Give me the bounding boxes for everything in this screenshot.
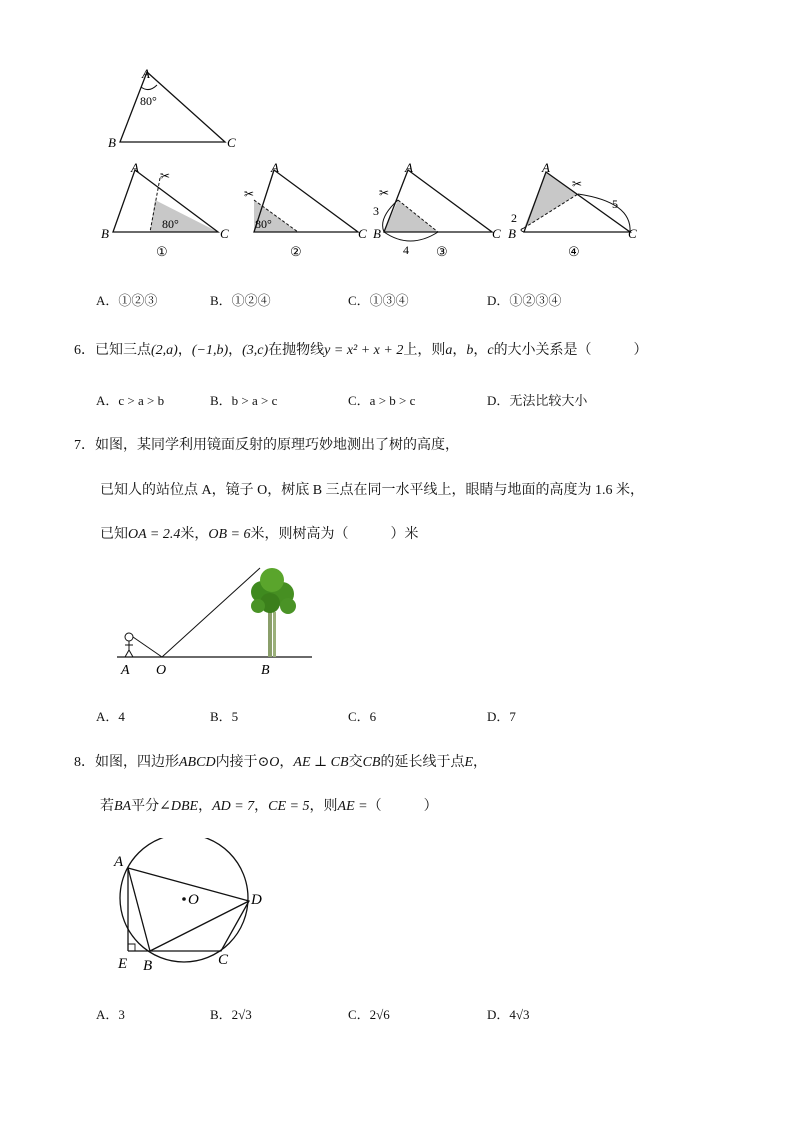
option-c[interactable]: C．2√6 [348, 1007, 390, 1022]
option-b[interactable]: B．①②④ [210, 293, 271, 308]
separator: ， [473, 343, 488, 358]
point-b-label: B [143, 958, 153, 974]
ob-length: OB = 6 [208, 527, 251, 542]
option-c[interactable]: C．a > b > c [348, 393, 416, 408]
figure-number: ② [290, 244, 302, 259]
stem-text: 上，则 [403, 343, 446, 358]
scissors-icon: ✂ [572, 177, 583, 191]
vertex-c-label: C [628, 226, 637, 241]
separator: ， [452, 343, 467, 358]
stem-text: ， [198, 799, 213, 814]
side-label: 4 [403, 243, 409, 257]
point-a-label: A [114, 854, 124, 870]
q5-cut-figure-1 [98, 158, 238, 263]
q5-top-triangle-figure [100, 62, 250, 152]
q5-cut-figure-2 [240, 158, 375, 263]
quad-name: ABCD [179, 755, 216, 770]
stem-text: 内接于 [215, 755, 258, 770]
point-d-label: D [251, 892, 262, 908]
side-label: 5 [612, 197, 618, 211]
stem-text: 的延长线于点 [380, 755, 465, 770]
stem-text: 平分 [131, 799, 160, 814]
point-o-label: O [156, 663, 167, 678]
question-8-line-1 [74, 751, 487, 771]
vertex-a-label: A [142, 66, 150, 81]
stem-text: 的大小关系是（ ） [493, 343, 648, 358]
question-7-line-3 [100, 523, 418, 543]
option-a[interactable]: A．3 [96, 1007, 125, 1022]
option-a[interactable]: A．4 [96, 709, 125, 724]
perp-relation: AE ⊥ CB [293, 755, 349, 770]
figure-number: ① [156, 244, 168, 259]
point-e: E [464, 755, 474, 770]
option-c[interactable]: C．①③④ [348, 293, 409, 308]
ad-length: AD = 7 [212, 799, 255, 814]
option-a[interactable]: A．①②③ [96, 293, 158, 308]
stem-text: （ ） [367, 799, 438, 814]
vertex-a-label: A [131, 160, 139, 175]
point-a-label: A [121, 663, 130, 678]
angle-label: 80° [255, 217, 272, 231]
vertex-b-label: B [101, 226, 109, 241]
option-d[interactable]: D．7 [487, 709, 516, 724]
vertex-b-label: B [373, 226, 381, 241]
q7-mirror-tree-figure [112, 560, 322, 682]
option-c[interactable]: C．6 [348, 709, 377, 724]
var-a: a [445, 343, 453, 358]
vertex-a-label: A [271, 160, 279, 175]
var-c: c [487, 343, 494, 358]
point-e-label: E [118, 956, 128, 972]
stem-text: 米，则树高为（ ）米 [250, 527, 419, 542]
stem-text: ， [279, 755, 294, 770]
side-label: 3 [373, 204, 379, 218]
vertex-c-label: C [227, 135, 236, 150]
stem-text: ， [254, 799, 269, 814]
stem-text: 若 [100, 799, 114, 814]
figure-number: ③ [436, 244, 448, 259]
angle-label: 80° [140, 94, 157, 108]
parabola-formula: y = x² + x + 2 [324, 343, 404, 358]
point-2: (−1,b) [191, 343, 229, 358]
option-b[interactable]: B．2√3 [210, 1007, 252, 1022]
q5-cut-figure-4 [502, 158, 647, 263]
q5-cut-figure-3 [370, 158, 505, 263]
segment-cb: CB [362, 755, 381, 770]
option-d[interactable]: D．①②③④ [487, 293, 562, 308]
stem-text: 已知 [100, 527, 128, 542]
option-b[interactable]: B．5 [210, 709, 239, 724]
separator: ， [177, 343, 192, 358]
scissors-icon: ✂ [244, 187, 255, 201]
question-8-line-2 [100, 795, 438, 815]
point-b-label: B [261, 663, 270, 678]
ae-expression: AE = [337, 799, 368, 814]
ce-length: CE = 5 [268, 799, 310, 814]
stem-text: ，则 [309, 799, 338, 814]
vertex-a-label: A [405, 160, 413, 175]
side-label: 2 [511, 211, 517, 225]
angle-dbe: ∠DBE [159, 799, 199, 814]
option-a[interactable]: A．c > a > b [96, 393, 165, 408]
vertex-c-label: C [492, 226, 501, 241]
segment-ba: BA [114, 799, 132, 814]
stem-text: 在抛物线 [268, 343, 325, 358]
center-o-label: O [188, 892, 199, 908]
angle-label: 80° [162, 217, 179, 231]
q8-inscribed-quadrilateral-figure [108, 838, 273, 976]
var-b: b [466, 343, 474, 358]
oa-length: OA = 2.4 [128, 527, 181, 542]
stem-text: 米， [180, 527, 209, 542]
vertex-c-label: C [358, 226, 367, 241]
vertex-c-label: C [220, 226, 229, 241]
question-6-stem [74, 339, 648, 359]
figure-number: ④ [568, 244, 580, 259]
separator: ， [228, 343, 243, 358]
stem-text: 6．已知三点 [74, 343, 151, 358]
stem-text: 交 [348, 755, 363, 770]
point-3: (3,c) [242, 343, 269, 358]
scissors-icon: ✂ [160, 169, 171, 183]
point-c-label: C [218, 952, 229, 968]
vertex-a-label: A [542, 160, 550, 175]
stem-text: ， [473, 755, 488, 770]
option-b[interactable]: B．b > a > c [210, 393, 278, 408]
stem-text: 8．如图，四边形 [74, 755, 179, 770]
vertex-b-label: B [508, 226, 516, 241]
question-7-line-2: 已知人的站位点 A，镜子 O，树底 B 三点在同一水平线上，眼睛与地面的高度为 1.6 米， [100, 483, 645, 498]
question-7-line-1: 7．如图，某同学利用镜面反射的原理巧妙地测出了树的高度， [74, 438, 459, 453]
point-1: (2,a) [151, 343, 178, 358]
circle-name: ⊙O [257, 755, 280, 770]
option-d[interactable]: D．无法比较大小 [487, 393, 588, 408]
vertex-b-label: B [108, 135, 116, 150]
scissors-icon: ✂ [379, 186, 390, 200]
option-d[interactable]: D．4√3 [487, 1007, 530, 1022]
